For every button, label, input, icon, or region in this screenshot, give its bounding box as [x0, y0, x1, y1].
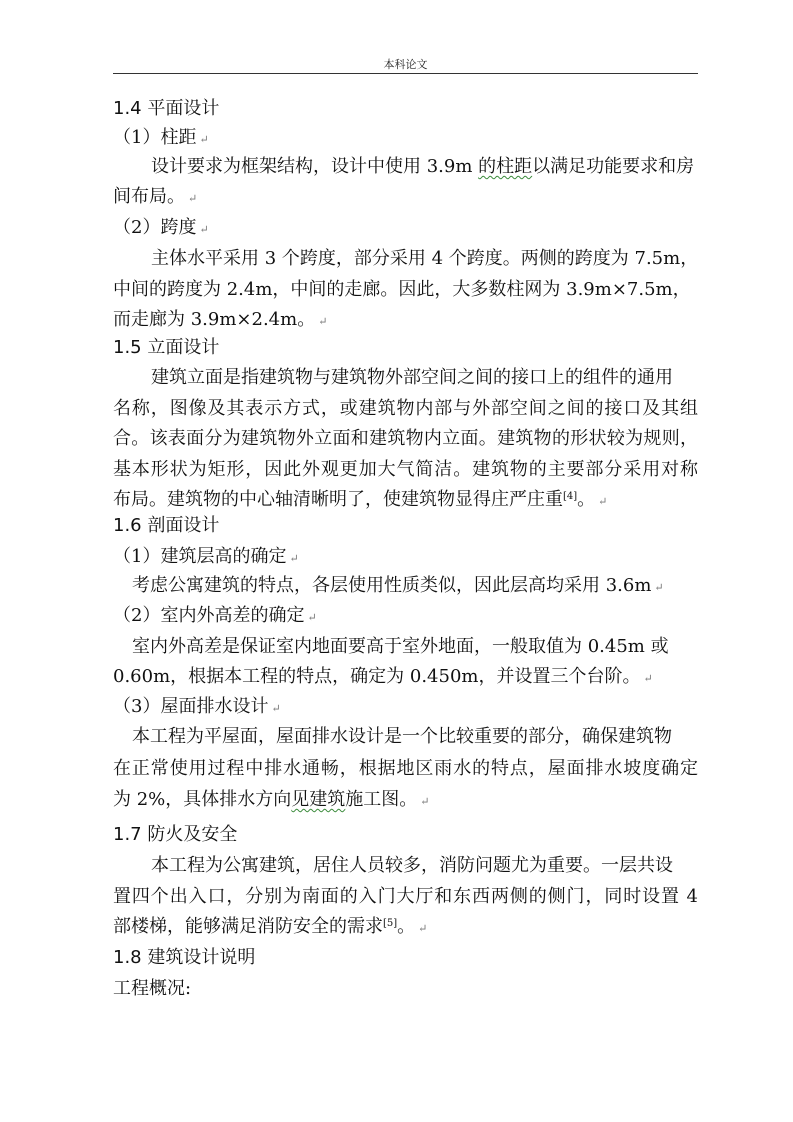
subheading-floor-height: （1）建筑层高的确定 ↵	[113, 546, 299, 567]
paragraph-line: 间布局。 ↵	[113, 186, 198, 207]
paragraph-line: 基本形状为矩形，因此外观更加大气简洁。建筑物的主要部分采用对称	[113, 459, 698, 480]
paragraph-line: 为 2%，具体排水方向见建筑施工图。 ↵	[113, 789, 430, 810]
paragraph-line: 中间的跨度为 2.4m，中间的走廊。因此，大多数柱网为 3.9m×7.5m，	[113, 279, 691, 300]
paragraph-line: 名称，图像及其表示方式，或建筑物内部与外部空间之间的接口及其组	[113, 398, 698, 419]
paragraph-line: 主体水平采用 3 个跨度，部分采用 4 个跨度。两侧的跨度为 7.5m，	[151, 248, 699, 269]
subheading-roof-drainage: （3）屋面排水设计 ↵	[113, 696, 281, 717]
section-heading-1-7: 1.7 防火及安全	[113, 824, 238, 845]
grammar-underline: 见建筑	[291, 789, 346, 810]
section-heading-1-5: 1.5 立面设计	[113, 337, 220, 358]
header-divider	[113, 73, 698, 74]
paragraph-line: 考虑公寓建筑的特点，各层使用性质类似，因此层高均采用 3.6m ↵	[132, 575, 664, 596]
paragraph-line: 设计要求为框架结构，设计中使用 3.9m 的柱距以满足功能要求和房	[151, 156, 695, 177]
paragraph-line: 而走廊为 3.9m×2.4m。 ↵	[113, 309, 328, 330]
page-header: 本科论文	[383, 58, 428, 71]
subheading-level-difference: （2）室内外高差的确定 ↵	[113, 605, 317, 626]
paragraph-line: 室内外高差是保证室内地面要高于室外地面，一般取值为 0.45m 或	[132, 636, 669, 657]
section-heading-1-4: 1.4 平面设计	[113, 98, 220, 119]
grammar-underline: 的柱距	[478, 156, 533, 177]
paragraph-line: 布局。建筑物的中心轴清晰明了，使建筑物显得庄严庄重[4]。 ↵	[113, 489, 608, 510]
section-heading-1-8: 1.8 建筑设计说明	[113, 947, 256, 968]
paragraph-line: 建筑立面是指建筑物与建筑物外部空间之间的接口上的组件的通用	[151, 367, 673, 388]
paragraph-line: 置四个出入口，分别为南面的入门大厅和东西两侧的侧门，同时设置 4	[113, 886, 698, 907]
paragraph-line: 本工程为公寓建筑，居住人员较多，消防问题尤为重要。一层共设	[151, 855, 673, 876]
paragraph-line: 合。该表面分为建筑物外立面和建筑物内立面。建筑物的形状较为规则，	[113, 428, 698, 449]
paragraph-line: 0.60m，根据本工程的特点，确定为 0.450m，并设置三个台阶。 ↵	[113, 666, 653, 687]
citation-ref: [4]	[563, 491, 578, 502]
paragraph-line: 在正常使用过程中排水通畅，根据地区雨水的特点，屋面排水坡度确定	[113, 758, 698, 779]
paragraph-line: 本工程为平屋面，屋面排水设计是一个比较重要的部分，确保建筑物	[132, 726, 672, 747]
citation-ref: [5]	[383, 918, 398, 929]
subheading-column-spacing: （1）柱距 ↵	[113, 127, 209, 148]
paragraph-line: 部楼梯，能够满足消防安全的需求[5]。 ↵	[113, 916, 428, 937]
section-heading-1-6: 1.6 剖面设计	[113, 515, 220, 536]
paragraph-line: 工程概况:	[113, 978, 192, 999]
subheading-span: （2）跨度 ↵	[113, 217, 209, 238]
